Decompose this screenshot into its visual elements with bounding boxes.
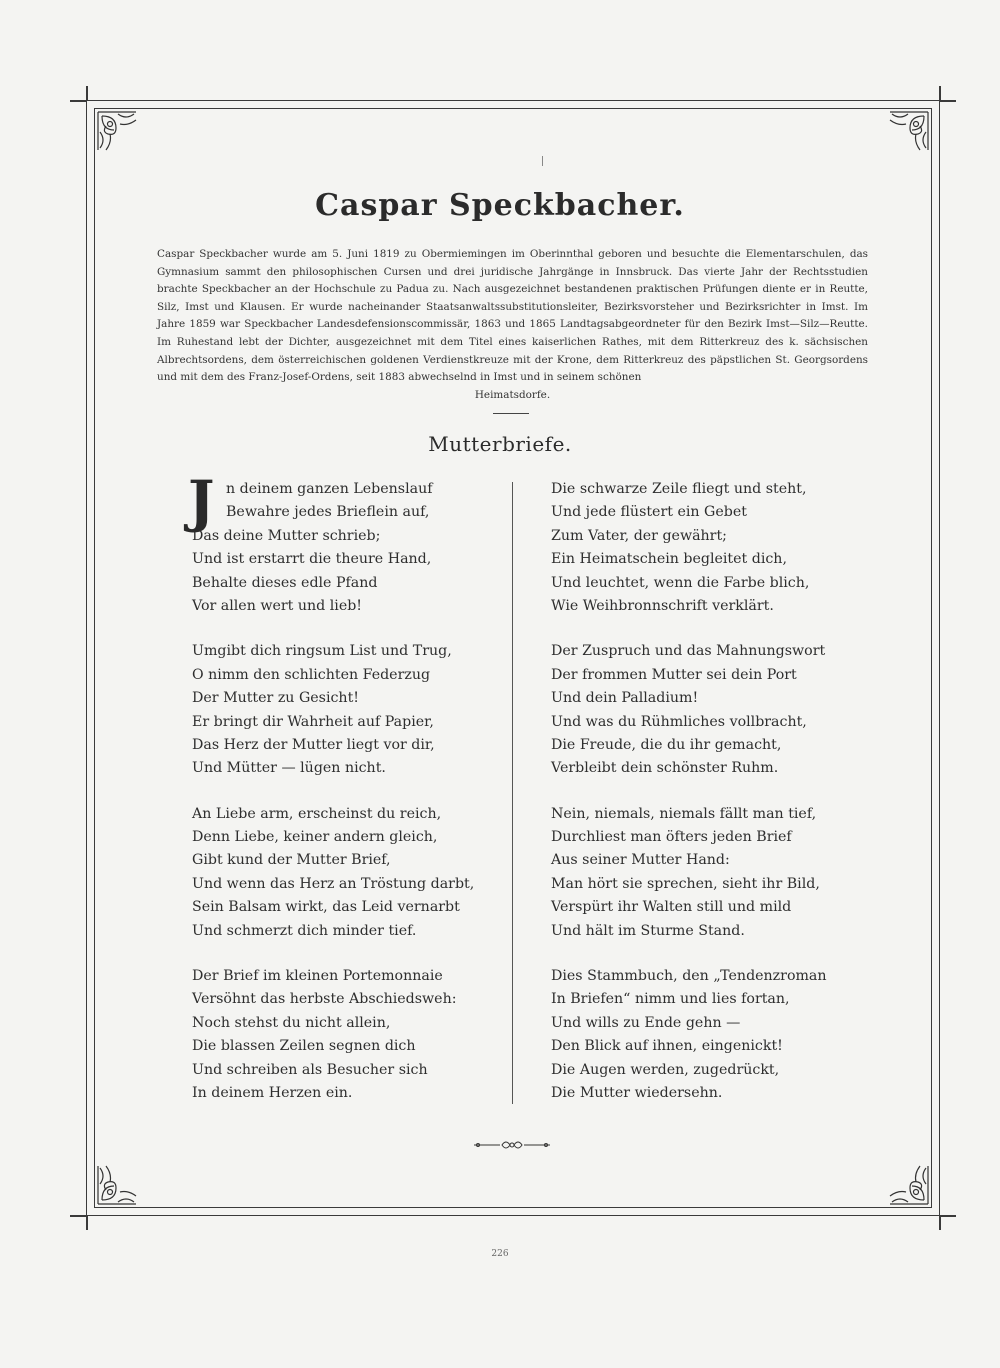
poem-column-left xyxy=(188,469,492,1105)
poem-line: Dies Stammbuch, den „Tendenzroman xyxy=(551,968,827,985)
poem-line: Und schreiben als Besucher sich xyxy=(192,1061,428,1078)
corner-ornament-bottom-left xyxy=(96,1146,156,1206)
poem-line: Die Freude, die du ihr gemacht, xyxy=(551,736,782,753)
poem-line: Umgibt dich ringsum List und Trug, xyxy=(192,643,452,660)
poem-line: Und schmerzt dich minder tief. xyxy=(192,922,417,939)
poem-title: Mutterbriefe. xyxy=(428,432,572,456)
poem-line: Und hält im Sturme Stand. xyxy=(551,922,745,939)
poem-line: An Liebe arm, erscheinst du reich, xyxy=(192,805,442,822)
poem-line: Verspürt ihr Walten still und mild xyxy=(551,899,792,916)
poem-line: Den Blick auf ihnen, eingenickt! xyxy=(551,1038,783,1055)
poem-line: Er bringt dir Wahrheit auf Papier, xyxy=(192,713,434,730)
poem-line: Durchliest man öfters jeden Brief xyxy=(551,829,792,846)
drop-cap: J xyxy=(188,469,215,535)
poem-line: Noch stehst du nicht allein, xyxy=(192,1014,391,1031)
poem-line: Versöhnt das herbste Abschiedsweh: xyxy=(192,991,457,1008)
frame-extension xyxy=(940,100,956,102)
poem-line: Verbleibt dein schönster Ruhm. xyxy=(551,760,779,777)
frame-extension xyxy=(86,1216,88,1230)
biography-text: Caspar Speckbacher wurde am 5. Juni 1819 zu Obermiemingen im Oberinnthal geboren und besuchte die Elementarschulen, das Gymnasium sammt den philosophischen Cursen und drei juridische Jahrgänge in Innsbruck. Das vierte Jahr der Rechtsstudien brachte Speckbacher an der Hochschule zu Padua zu. Nach ausgezeichnet bestandenen praktischen Prüfungen diente er in Reutte, Silz, Imst und Klausen. Er wurde nacheinander Staatsanwaltssubstitutionsleiter, Bezirksvorsteher und Bezirksrichter in Imst. Im Jahre 1859 war Speckbacher Landesdefensionscommissär, 1863 und 1865 Landtagsabgeordneter für den Bezirk Imst—Silz—Reutte. Im Ruhestand lebt der Dichter, ausgezeichnet mit dem Titel eines kaiserlichen Rathes, mit dem Ritterkreuz des k. sächsischen Albrechtsordens, dem österreichischen goldenen Verdienstkreuze mit der Krone, dem Ritterkreuz des päpstlichen St. Georgsordens und mit dem des Franz-Josef-Ordens, seit 1883 abwechselnd in Imst und in seinem schönen xyxy=(157,248,868,384)
poem-line: O nimm den schlichten Federzug xyxy=(192,666,431,683)
frame-extension xyxy=(70,100,86,102)
frame-extension xyxy=(940,1215,956,1217)
poem-line: Und leuchtet, wenn die Farbe blich, xyxy=(551,574,810,591)
poem-line: Der Brief im kleinen Portemonnaie xyxy=(192,968,443,985)
poem-line: In deinem Herzen ein. xyxy=(192,1084,353,1101)
poem-line: Der Mutter zu Gesicht! xyxy=(192,690,359,707)
page-number: 226 xyxy=(491,1249,509,1259)
poem-line: Denn Liebe, keiner andern gleich, xyxy=(192,829,438,846)
stanza xyxy=(192,478,492,618)
stanza xyxy=(551,640,851,780)
stanza xyxy=(551,803,851,943)
poem-line: Und Mütter — lügen nicht. xyxy=(192,760,386,777)
frame-extension xyxy=(86,86,88,100)
poem-line: Und wenn das Herz an Tröstung darbt, xyxy=(192,875,475,892)
frame-extension xyxy=(939,86,941,100)
poem-line: Vor allen wert und lieb! xyxy=(192,597,363,614)
page-title: Caspar Speckbacher. xyxy=(315,188,685,223)
stanza xyxy=(192,803,492,943)
corner-ornament-top-right xyxy=(870,110,930,170)
biography-text-end: Heimatsdorfe. xyxy=(474,388,551,401)
poem-line: Und wills zu Ende gehn — xyxy=(551,1014,741,1031)
poem-column-right xyxy=(551,478,851,1105)
corner-ornament-bottom-right xyxy=(870,1146,930,1206)
poem-line: Gibt kund der Mutter Brief, xyxy=(192,852,391,869)
poem-line: Der Zuspruch und das Mahnungswort xyxy=(551,643,826,660)
poem-line: Die blassen Zeilen segnen dich xyxy=(192,1038,416,1055)
decorative-flourish xyxy=(472,1138,552,1152)
stanza xyxy=(192,965,492,1105)
poem-line: Bewahre jedes Brieflein auf, xyxy=(226,504,430,521)
poem-line: Ein Heimatschein begleitet dich, xyxy=(551,551,787,568)
stanza xyxy=(551,478,851,618)
stanza xyxy=(551,965,851,1105)
corner-ornament-top-left xyxy=(96,110,156,170)
biography-paragraph xyxy=(157,246,868,404)
poem-line: Das Herz der Mutter liegt vor dir, xyxy=(192,736,435,753)
poem-line: Die Mutter wiedersehn. xyxy=(551,1084,723,1101)
frame-extension xyxy=(70,1215,86,1217)
poem-line: Wie Weihbronnschrift verklärt. xyxy=(551,597,774,614)
poem-line: Sein Balsam wirkt, das Leid vernarbt xyxy=(192,899,460,916)
poem-line: In Briefen“ nimm und lies fortan, xyxy=(551,991,790,1008)
poem-line: Und jede flüstert ein Gebet xyxy=(551,504,747,521)
poem-line: Die Augen werden, zugedrückt, xyxy=(551,1061,780,1078)
poem-line: Aus seiner Mutter Hand: xyxy=(551,852,730,869)
column-divider xyxy=(512,482,513,1104)
frame-extension xyxy=(939,1216,941,1230)
poem-line: Das deine Mutter schrieb; xyxy=(192,527,381,544)
poem-line: Behalte dieses edle Pfand xyxy=(192,574,378,591)
stanza xyxy=(192,640,492,780)
poem-line: Nein, niemals, niemals fällt man tief, xyxy=(551,805,817,822)
poem-line: Und ist erstarrt die theure Hand, xyxy=(192,551,432,568)
paper-mark xyxy=(542,156,543,166)
section-divider xyxy=(493,413,529,414)
poem-line: Die schwarze Zeile fliegt und steht, xyxy=(551,481,807,497)
poem-line: Man hört sie sprechen, sieht ihr Bild, xyxy=(551,875,820,892)
poem-line: n deinem ganzen Lebenslauf xyxy=(226,481,433,497)
poem-line: Der frommen Mutter sei dein Port xyxy=(551,666,797,683)
poem-line: Zum Vater, der gewährt; xyxy=(551,527,727,544)
poem-line: Und was du Rühmliches vollbracht, xyxy=(551,713,807,730)
poem-line: Und dein Palladium! xyxy=(551,690,699,707)
